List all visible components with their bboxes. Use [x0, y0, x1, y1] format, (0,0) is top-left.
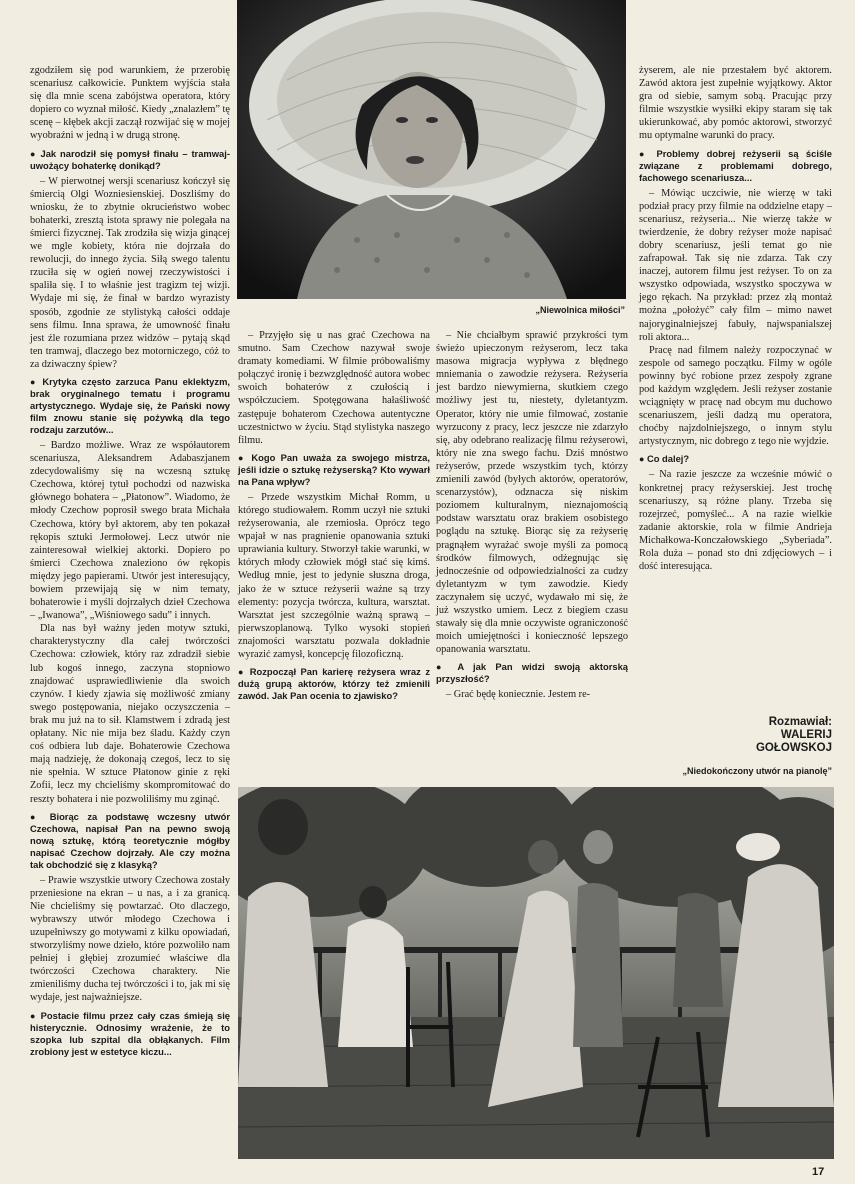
paragraph: Pracę nad filmem należy rozpoczynać w zespole od samego początku. Filmy w ogóle powinny być robione przez zespoły zgrane pod każdym względem. Jeśli reżyser zostanie wciągnięty w pracę nad obcym mu duchowo scenariuszem, jeśli dadzą mu operatora, choćby najzdolniejszego, o innym stylu artystycznym, nic dobrego z tego nie wyjdzie.: [639, 344, 832, 448]
signature-label: Rozmawiał:: [768, 716, 832, 728]
paragraph: – Grać będę koniecznie. Jestem re-: [446, 689, 591, 701]
question: ● Rozpoczął Pan karierę reżysera wraz z dużą grupą aktorów, którzy też zmienili zawód. Jak Pan ocenia to zjawisko?: [238, 666, 430, 702]
column-3: [436, 329, 628, 701]
paragraph: – Nie chciałbym sprawić przykrości tym świeżo upieczonym reżyserom, lecz taka masowa migracja wypływa z błędnego mniemania o zawodzie reżysera. Reżyseria jest bardzo niewymierna, skutkiem czego możliwy jest tu, niestety, dyletantyzm. Operator, który nie umie filmować, zostanie wyrzucony z pracy, lecz jeszcze nie zdarzyło się, aby odebrano realizację filmu reżyserowi, który nie zna swego fachu. Dziś mnóstwo reżyserów, przede wszystkim tych, którzy zmienili zawód (byłych aktorów, operatorów, scenarzystów), odznacza się niskim poziomem kulturalnym, nieznajomością podstaw warsztatu oraz brakiem osobistego poglądu na sztukę. Biorąc się za reżyserię pragnąłem wyrażać swoje myśli za pomocą środków filmowych, odżegnując się jednocześnie od odpowiedzialności za cudzy dyletantyzm w tym zawodzie. Kiedy zaczynałem się uczyć, wydawało mi się, że już wszystko umiem. Lecz z biegiem czasu stawały się dla mnie oczywiste ograniczoność moich umiejętności i konieczność lepszego opanowania warsztatu.: [436, 330, 628, 656]
garden-scene-image: [238, 787, 834, 1159]
woman-in-hat-image: [237, 0, 626, 299]
column-2: [238, 329, 430, 705]
column-4: [639, 64, 832, 573]
question: ● A jak Pan widzi swoją aktorską przyszłość?: [436, 661, 628, 685]
column-1: [30, 64, 230, 1061]
paragraph: – Na razie jeszcze za wcześnie mówić o konkretnej pracy reżyserskiej. Jest trochę scenariuszy, są różne plany. Trzeba się rozejrzeć, pomyśleć... A na razie wielkie zadanie aktorskie, rola w filmie Andrieja Michałkowa-Konczałowskiego „Syberiada”. Rola duża – ponad sto dni zdjęciowych – i dość interesująca.: [639, 469, 832, 573]
paragraph: – W pierwotnej wersji scenariusz kończył się śmiercią Olgi Wozniesienskiej. Doszliśmy do wniosku, że to zbytnie okrucieństwo wobec bohaterki, zresztą istota sprawy nie polegała na śmierci fizycznej. Tak zrodziła się wizja ginącej we mgle kobiety, która nie dojrzała do rewolucji, do innego życia. Siłą swego talentu rzuciła się w ogień nowej rzeczywistości i spaliła się. I to właśnie jest tragizm tej wizji. Wydaje mi się, że finał w bardzo wyrazisty sposób, zgodnie ze stylistyką całości oddaje sens filmu. Inna sprawa, że umowność finału jest źle rozumiana przez widzów – pytają skąd ten tramwaj, dlaczego bez motorniczego, cóż to za dziwaczny śpiew?: [30, 175, 230, 370]
paragraph: żyserem, ale nie przestałem być aktorem. Zawód aktora jest zupełnie wyjątkowy. Aktor gra od siebie, samym sobą. Pracując przy filmie wszystkie wysiłki ekipy staram się tak ukierunkować, aby pomóc aktorowi, stworzyć mu optymalne warunki do pracy.: [639, 65, 832, 142]
signature-name-1: WALERIJ: [780, 729, 832, 741]
question: ● Problemy dobrej reżyserii są ściśle związane z problemami dobrego, fachowego scenariusza...: [639, 148, 832, 184]
caption-bottom-photo: „Niedokończony utwór na pianolę”: [682, 766, 832, 776]
paragraph: Dla nas był ważny jeden motyw sztuki, charakterystyczny dla całej twórczości Czechowa: człowiek, który raz zdradził siebie lub kogoś innego, zaczyna stopniowo znajdować usprawiedliwienie dla swoich czynów. I kiedy zjawia się możliwość zmiany swego postępowania, niejako oczyszczenia – brak mu już na to sił. Klamstwem i zdradą jest opłatany. Nic nie mija bez śladu. Każdy czyn coś odbiera lub daje. Bohaterowie Czechowa mają nadzieję, że dokonają czegoś, lecz to się nie spełnia. W sztuce Płatonow ginie z ręki Zofii, lecz my chcieliśmy skompromitować do reszty bohatera i nie pozwoliliśmy mu zginąć.: [30, 623, 230, 805]
paragraph: – Przyjęło się u nas grać Czechowa na smutno. Sam Czechow nazywał swoje dramaty komediami. W filmie próbowaliśmy połączyć ironię i bezwzględność autora wobec swoich bohaterów z czułością i współczuciem. Spotęgowana hałaśliwość zastępuje bohaterom Czechowa autentyczne uczestnictwo w życiu. Stąd stylistyka naszego filmu.: [238, 330, 430, 446]
caption-top-photo: „Niewolnica miłości”: [535, 305, 625, 315]
question: ● Kogo Pan uważa za swojego mistrza, jeśli idzie o sztukę reżyserską? Kto wywarł na Pana wpływ?: [238, 452, 430, 488]
paragraph: – Bardzo możliwe. Wraz ze współautorem scenariusza, Aleksandrem Adabaszjanem zdecydowaliśmy się na wczesną sztukę Czechowa, której tytuł pochodzi od nazwiska głównego bohatera – „Płatonow”. Wiadomo, że młody Czechow poprosił swego brata Michała Czechowa, który był aktorem, aby ten pokazał rękopis sztuki Jermołowej. Lecz utwór nie zainteresował wielkiej aktorki. Dopiero po śmierci Czechowa znaleziono ów rękopis między jego papierami. Utwór jest interesujący, bowiem przewijają się w nim tematy, bohaterowie i myśli dojrzałych dzieł Czechowa – „Iwanowa”, „Wiśniowego sadu” i innych.: [30, 439, 230, 622]
paragraph: – Mówiąc uczciwie, nie wierzę w taki podział pracy przy filmie na oddzielne etapy – scenariusz, reżyseria... Nie wierzę także w twierdzenie, że dobry reżyser może napisać dobry scenariusz, jeśli temat go nie zafrapował. Tak się nie zdarza. Tak czy inaczej, autorem filmu jest reżyser. To on za wszystko odpowiada, wszystko spoczywa w jego rękach. Na przykład: przez złą montaż można „położyć” cały film – mimo nawet najoryginalniejszej fabuły, najwspanialszej roli aktora...: [639, 187, 832, 343]
signature-name-2: GOŁOWSKOJ: [755, 742, 832, 754]
question: ● Co dalej?: [639, 453, 832, 465]
paragraph: – Prawie wszystkie utwory Czechowa zostały przeniesione na ekran – u nas, a i za granicą. Nie chcieliśmy się powtarzać. Oto dlaczego, wybrawszy utwór młodego Czechowa i uzupełniwszy go motywami z kilku opowiadań, stworzyliśmy nowe dzieło, które pozwoliło nam pełniej i głębiej zrozumieć właściwe dla twórczości Czechowa charaktery. Nie zmieniliśmy ducha tej twórczości i to, jak mi się wydaje, jest najważniejsze.: [30, 874, 230, 1004]
question: ● Jak narodził się pomysł finału – tramwaj-uwożący bohaterkę donikąd?: [30, 148, 230, 172]
interviewer-signature: [700, 716, 832, 755]
paragraph: zgodziłem się pod warunkiem, że przerobię scenariusz całkowicie. Punktem wyjścia stała się dla mnie scena zabójstwa operatora, który dopiero co wyznał miłość. Kiedy „znalazłem” tę scenę – kłębek akcji zaczął rozwijać się w mojej wyobraźni w jedną i w drugą stronę.: [30, 65, 230, 142]
photo-niedokonczony-utwor: [238, 787, 834, 1159]
question: ● Krytyka często zarzuca Panu eklektyzm, brak oryginalnego tematu i programu artystycznego. Wydaje się, że Pański nowy film znowu stanie się pożywką dla tego rodzaju zarzutów...: [30, 376, 230, 436]
photo-niewolnica-milosci: [237, 0, 626, 299]
page-number: 17: [812, 1166, 825, 1178]
question: ● Biorąc za podstawę wczesny utwór Czechowa, napisał Pan na pewno swoją nową sztukę, którą teoretycznie mógłby napisać Czechow dojrzały. Ale czy można tak obchodzić się z klasyką?: [30, 811, 230, 871]
paragraph: – Przede wszystkim Michał Romm, u którego studiowałem. Romm uczył nie sztuki reżyserowania, ale rzemiosła. Oprócz tego wpajał w nas pragnienie opanowania sztuki uprawiania kultury. Stworzył takie warunki, w których młody człowiek mógł stać się kimś. Według mnie, jest to jedynie słuszna droga, jako że w sztuce reżyserii ważne są trzy elementy: pozycja twórcza, kultura, warsztat. Warsztat jest szczególnie ważną sprawą – pierwszoplanową. Tylko wysoki stopień znajomości warsztatu pozwala dokładnie wyrazić zamysł, koncepcję filozoficzną.: [238, 491, 430, 660]
question: ● Postacie filmu przez cały czas śmieją się histerycznie. Odnosimy wrażenie, że to szopka lub szpital dla obłąkanych. Film zrobiony jest w estetyce kiczu...: [30, 1010, 230, 1058]
